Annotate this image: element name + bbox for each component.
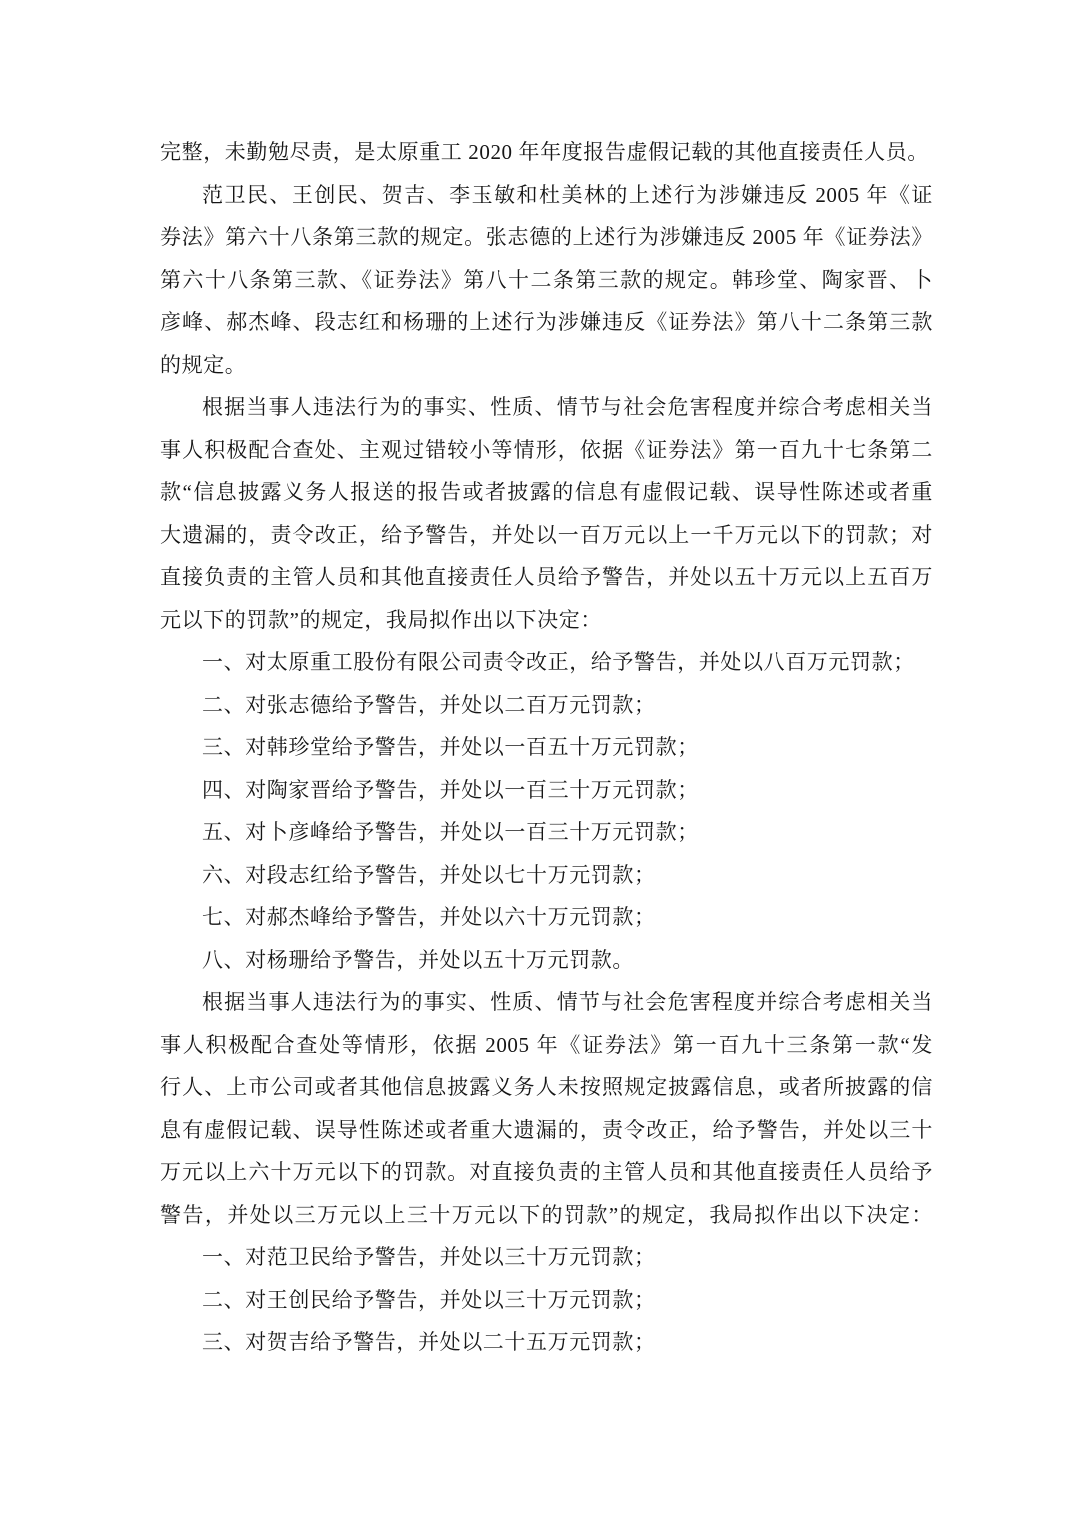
text-line: 事人积极配合查处、主观过错较小等情形，依据《证券法》第一百九十七条第二 [160,437,933,462]
text-line: 一、对范卫民给予警告，并处以三十万元罚款； [202,1245,656,1269]
text-line: 二、对王创民给予警告，并处以三十万元罚款； [202,1287,656,1312]
text-line: 三、对贺吉给予警告，并处以二十五万元罚款； [202,1330,656,1354]
text-line: 行人、上市公司或者其他信息披露义务人未按照规定披露信息，或者所披露的信 [160,1075,933,1099]
text-line: 根据当事人违法行为的事实、性质、情节与社会危害程度并综合考虑相关当 [202,395,933,419]
text-line: 七、对郝杰峰给予警告，并处以六十万元罚款； [202,905,656,929]
text-line: 范卫民、王创民、贺吉、李玉敏和杜美林的上述行为涉嫌违反 2005 年《证 [202,182,933,207]
text-line: 六、对段志红给予警告，并处以七十万元罚款； [202,862,656,887]
text-line: 大遗漏的，责令改正，给予警告，并处以一百万元以上一千万元以下的罚款；对 [160,522,933,547]
text-line: 第六十八条第三款、《证券法》第八十二条第三款的规定。韩珍堂、陶家晋、卜 [160,267,933,292]
text-block [160,131,933,1364]
text-line: 三、对韩珍堂给予警告，并处以一百五十万元罚款； [202,735,699,759]
text-line: 万元以上六十万元以下的罚款。对直接负责的主管人员和其他直接责任人员给予 [160,1160,933,1184]
text-line: 完整，未勤勉尽责，是太原重工 2020 年年度报告虚假记载的其他直接责任人员。 [160,140,929,164]
text-line: 一、对太原重工股份有限公司责令改正，给予警告，并处以八百万元罚款； [202,650,915,674]
text-line: 元以下的罚款”的规定，我局拟作出以下决定： [160,607,602,632]
text-line: 券法》第六十八条第三款的规定。张志德的上述行为涉嫌违反 2005 年《证券法》 [160,225,933,249]
text-line: 直接负责的主管人员和其他直接责任人员给予警告，并处以五十万元以上五百万 [160,565,933,589]
text-line: 警告，并处以三万元以上三十万元以下的罚款”的规定，我局拟作出以下决定： [160,1202,933,1227]
text-line: 根据当事人违法行为的事实、性质、情节与社会危害程度并综合考虑相关当 [202,990,933,1014]
text-line: 款“信息披露义务人报送的报告或者披露的信息有虚假记载、误导性陈述或者重 [160,480,933,504]
text-line: 八、对杨珊给予警告，并处以五十万元罚款。 [202,947,634,972]
text-line: 事人积极配合查处等情形，依据 2005 年《证券法》第一百九十三条第一款“发 [160,1032,933,1057]
text-line: 息有虚假记载、误导性陈述或者重大遗漏的，责令改正，给予警告，并处以三十 [160,1117,933,1142]
text-line: 的规定。 [160,352,247,377]
text-line: 四、对陶家晋给予警告，并处以一百三十万元罚款； [202,777,699,802]
text-line: 五、对卜彦峰给予警告，并处以一百三十万元罚款； [202,820,699,844]
text-line: 彦峰、郝杰峰、段志红和杨珊的上述行为涉嫌违反《证券法》第八十二条第三款 [160,310,933,334]
text-line: 二、对张志德给予警告，并处以二百万元罚款； [202,692,656,717]
